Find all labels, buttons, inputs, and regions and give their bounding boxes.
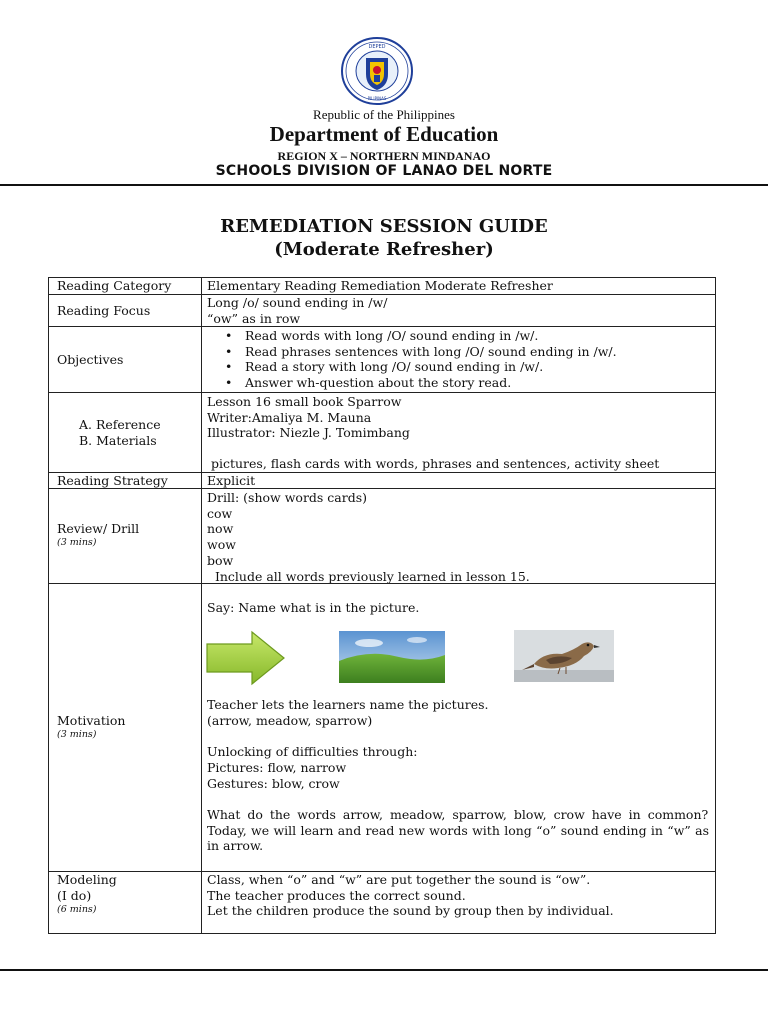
motivation-line: (arrow, meadow, sparrow) — [207, 712, 373, 728]
label-reference: A. Reference — [79, 417, 161, 432]
label-reference-materials — [79, 417, 161, 449]
modeling-line: The teacher produces the correct sound. — [207, 887, 466, 903]
header-divider — [0, 184, 768, 186]
motivation-line: Unlocking of difficulties through: — [207, 744, 418, 760]
motivation-line: Pictures: flow, narrow — [207, 759, 347, 775]
footer-divider — [0, 969, 768, 971]
drill-note: Include all words previously learned in lesson 15. — [207, 568, 530, 584]
label-review: Review/ Drill — [57, 521, 140, 536]
header-republic: Republic of the Philippines — [313, 107, 455, 122]
row-reading-category — [49, 278, 715, 294]
value-reading-category: Elementary Reading Remediation Moderate Refresher — [207, 278, 553, 293]
row-reading-focus — [49, 294, 715, 327]
focus-line: “ow” as in row — [207, 310, 301, 326]
label-materials: B. Materials — [79, 433, 157, 448]
row-reference-materials — [49, 392, 715, 473]
label-reading-focus: Reading Focus — [57, 303, 151, 318]
label-modeling — [57, 872, 117, 916]
drill-word: now — [207, 521, 234, 537]
label-review-drill — [57, 521, 139, 549]
modeling-line: Class, when “o” and “w” are put together the sound is “ow”. — [207, 872, 591, 887]
row-reading-strategy — [49, 472, 715, 489]
motivation-line: What do the words arrow, meadow, sparrow, blow, crow have in common? — [207, 806, 709, 822]
header-region: REGION X – NORTHERN MINDANAO — [277, 149, 491, 163]
drill-line: Drill: (show words cards) — [207, 490, 368, 505]
label-motivation-text: Motivation — [57, 713, 126, 728]
value-reference — [207, 394, 709, 441]
session-guide-table — [48, 277, 716, 934]
focus-line: Long /o/ sound ending in /w/ — [207, 295, 388, 310]
motivation-line: Teacher lets the learners name the pictures. — [207, 697, 489, 712]
motivation-line: Today, we will learn and read new words with long “o” sound ending in “w” as in arrow. — [207, 822, 709, 854]
label-modeling-text: Modeling — [57, 872, 117, 887]
drill-word: bow — [207, 552, 234, 568]
label-reading-strategy: Reading Strategy — [57, 473, 168, 488]
value-motivation-say: Say: Name what is in the picture. — [207, 600, 420, 615]
objective-item: • Read phrases sentences with long /O/ sound ending in /w/. — [245, 344, 709, 360]
value-materials: pictures, flash cards with words, phrases and sentences, activity sheet — [207, 456, 660, 471]
label-motivation — [57, 713, 125, 741]
value-objectives — [225, 328, 709, 391]
reference-line: Illustrator: Niezle J. Tomimbang — [207, 425, 410, 441]
value-reading-strategy: Explicit — [207, 473, 256, 488]
motivation-line: Gestures: blow, crow — [207, 775, 340, 791]
reference-line: Writer:Amaliya M. Mauna — [207, 409, 372, 425]
objective-item: • Answer wh-question about the story read. — [245, 375, 709, 391]
row-objectives — [49, 326, 715, 393]
value-motivation-body — [207, 697, 709, 854]
deped-seal-logo — [339, 36, 415, 106]
time-review: (3 mins) — [57, 537, 97, 548]
row-modeling — [49, 871, 715, 934]
guide-title: REMEDIATION SESSION GUIDE — [220, 216, 548, 237]
row-review-drill — [49, 488, 715, 584]
guide-subtitle: (Moderate Refresher) — [274, 239, 494, 260]
drill-word: wow — [207, 537, 236, 553]
header-department: Department of Education — [269, 122, 499, 146]
value-modeling — [207, 872, 709, 919]
sparrow-picture — [514, 630, 614, 682]
time-modeling: (6 mins) — [57, 904, 97, 915]
row-motivation — [49, 583, 715, 872]
value-review-drill — [207, 490, 709, 584]
modeling-line: Let the children produce the sound by group then by individual. — [207, 903, 614, 919]
svg-text:DEPED: DEPED — [368, 44, 386, 50]
header-division: SCHOOLS DIVISION OF LANAO DEL NORTE — [215, 163, 553, 179]
svg-text:PILIPINAS: PILIPINAS — [367, 96, 387, 101]
value-reading-focus — [207, 295, 709, 326]
arrow-picture — [206, 630, 286, 686]
label-objectives: Objectives — [57, 352, 124, 367]
label-reading-category: Reading Category — [57, 278, 172, 293]
drill-word: cow — [207, 505, 233, 521]
objective-item: • Read a story with long /O/ sound ending in /w/. — [245, 359, 709, 375]
reference-line: Lesson 16 small book Sparrow — [207, 394, 402, 409]
time-motivation: (3 mins) — [57, 729, 97, 740]
label-modeling-ido: (I do) — [57, 888, 92, 903]
objective-item: • Read words with long /O/ sound ending in /w/. — [245, 328, 709, 344]
meadow-picture — [339, 631, 445, 683]
